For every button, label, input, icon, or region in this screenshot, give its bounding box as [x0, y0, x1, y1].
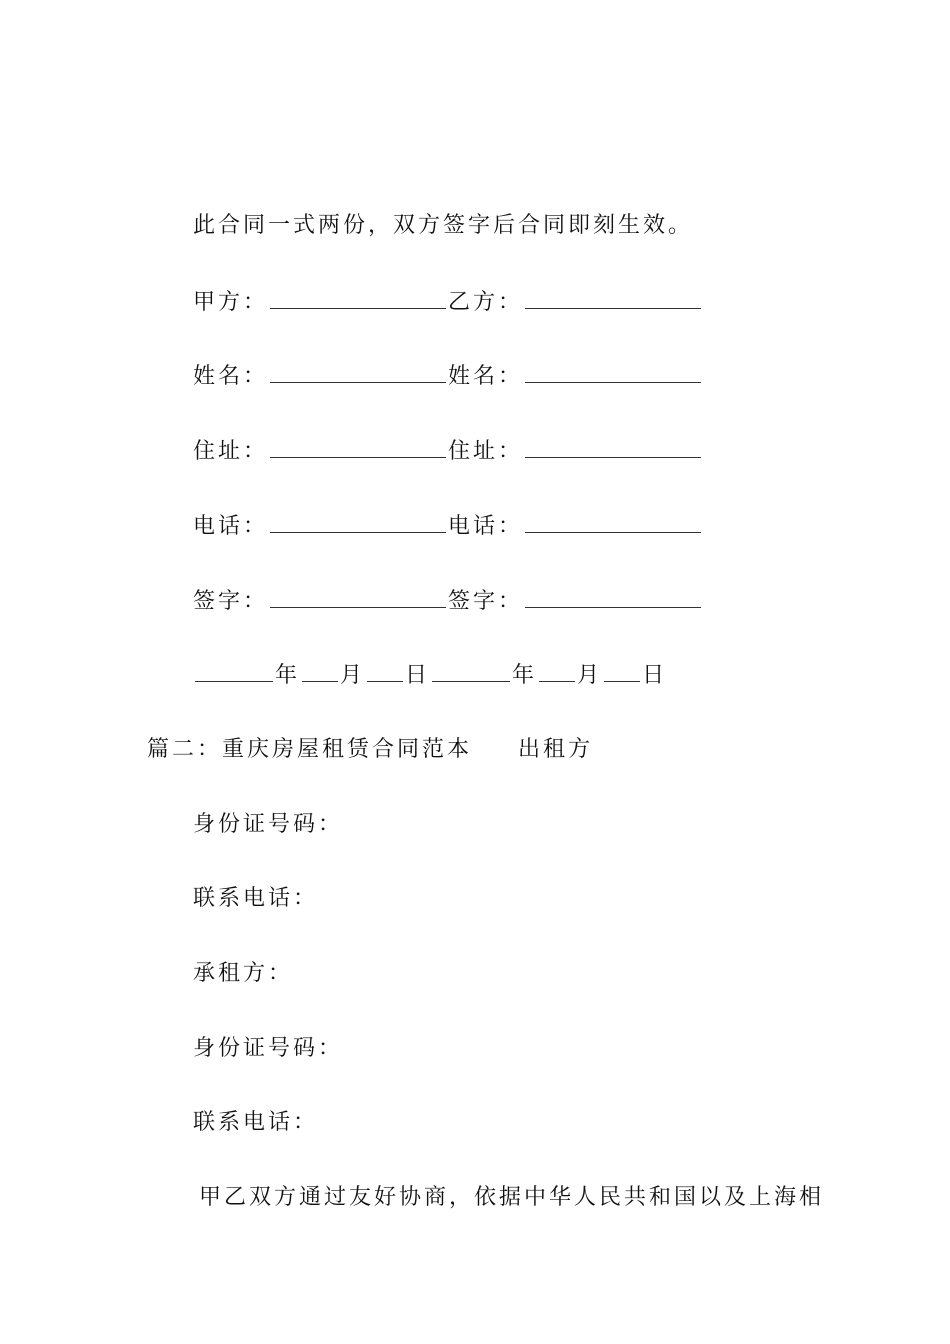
field-lessor-phone: 联系电话： — [193, 886, 319, 911]
label-day-b: 日 — [642, 663, 668, 688]
signature-row-sign — [193, 587, 703, 616]
blank-phone-a — [270, 512, 446, 533]
blank-day-b — [604, 661, 640, 682]
label-address-a: 住址： — [193, 439, 269, 464]
section-party: 出租方 — [518, 737, 594, 762]
label-year-b: 年 — [512, 663, 538, 688]
blank-day-a — [367, 661, 403, 682]
intro-text: 此合同一式两份，双方签字后合同即刻生效。 — [193, 213, 694, 238]
blank-address-a — [270, 437, 446, 458]
label-name-a: 姓名： — [193, 364, 269, 389]
label-name-b: 姓名： — [448, 364, 524, 389]
signature-row-phone — [193, 512, 703, 541]
date-row — [193, 661, 667, 690]
label-day-a: 日 — [405, 663, 431, 688]
label-sign-a: 签字： — [193, 589, 269, 614]
blank-month-b — [539, 661, 575, 682]
label-address-b: 住址： — [448, 439, 524, 464]
blank-name-a — [270, 362, 446, 383]
label-month-a: 月 — [340, 663, 366, 688]
signature-row-address — [193, 437, 703, 466]
section-two-heading — [147, 736, 593, 764]
field-lessee-id: 身份证号码： — [193, 1036, 344, 1061]
signature-row-name — [193, 362, 703, 391]
blank-party-b — [525, 288, 701, 309]
blank-party-a — [270, 288, 446, 309]
field-lessee-phone: 联系电话： — [193, 1110, 319, 1135]
label-phone-b: 电话： — [448, 514, 524, 539]
field-lessor-id: 身份证号码： — [193, 812, 344, 837]
label-sign-b: 签字： — [448, 589, 524, 614]
label-phone-a: 电话： — [193, 514, 269, 539]
blank-address-b — [525, 437, 701, 458]
blank-name-b — [525, 362, 701, 383]
label-party-b: 乙方： — [448, 290, 524, 315]
signature-row-party — [193, 288, 703, 317]
label-party-a: 甲方： — [193, 290, 269, 315]
blank-sign-a — [270, 587, 446, 608]
field-lessee: 承租方： — [193, 961, 294, 986]
section-title: 篇二：重庆房屋租赁合同范本 — [147, 737, 473, 762]
blank-year-a — [195, 661, 273, 682]
body-paragraph: 甲乙双方通过友好协商，依据中华人民共和国以及上海相 — [199, 1185, 825, 1210]
label-year-a: 年 — [275, 663, 301, 688]
blank-phone-b — [525, 512, 701, 533]
blank-year-b — [432, 661, 510, 682]
blank-month-a — [302, 661, 338, 682]
label-month-b: 月 — [577, 663, 603, 688]
blank-sign-b — [525, 587, 701, 608]
